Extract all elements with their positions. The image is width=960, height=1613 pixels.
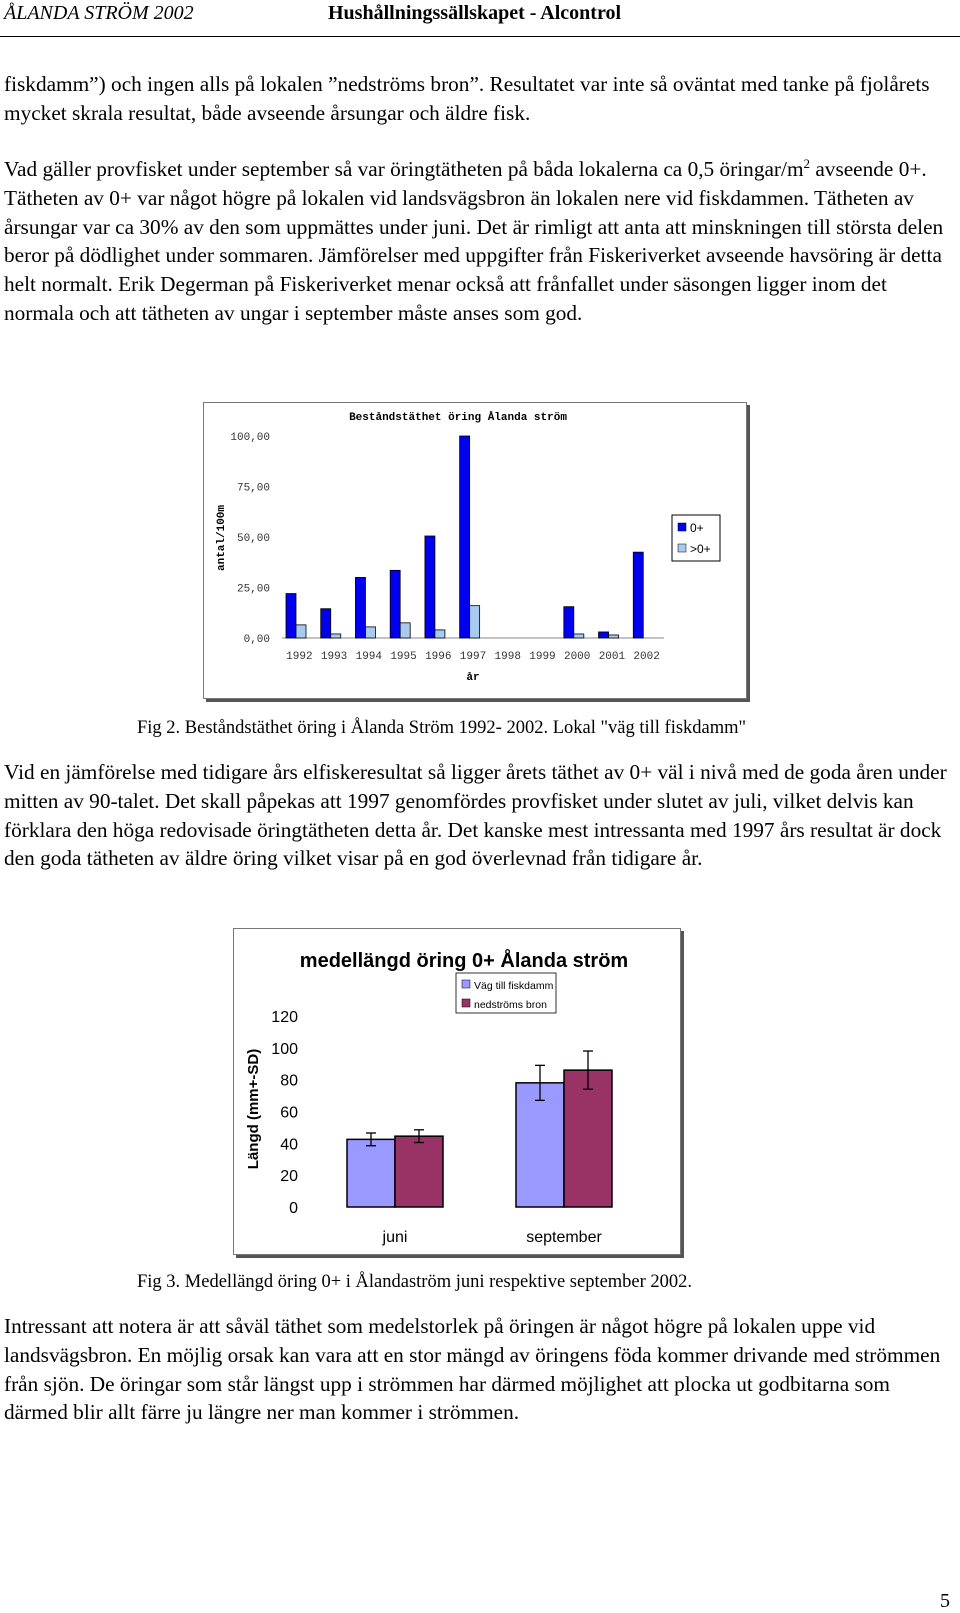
bar->0+-2001: [609, 635, 619, 638]
chart-density: [203, 402, 747, 699]
x-tick-label: 1996: [425, 651, 452, 663]
x-tick-label: 2002: [633, 651, 660, 663]
y-tick-label: 80: [280, 1072, 298, 1090]
caption-fig3: Fig 3. Medellängd öring 0+ i Ålandaström juni respektive september 2002.: [137, 1272, 693, 1292]
bar-Väg till fiskdamm-juni: [347, 1139, 395, 1207]
bar->0+-1994: [365, 627, 375, 638]
bar-0+-1994: [355, 577, 365, 638]
legend-swatch: [462, 980, 470, 988]
bar->0+-1993: [331, 634, 341, 638]
y-tick-label: 25,00: [236, 583, 270, 596]
x-tick-label: 1993: [320, 651, 348, 663]
paragraph-1: fiskdamm”) och ingen alls på lokalen ”nedströms bron”. Resultatet var inte så oväntat med tanke på fjolårets mycket skrala resultat, både avseende årsungar och äldre fisk.: [4, 72, 930, 125]
x-tick-label: juni: [382, 1229, 408, 1246]
bar->0+-2000: [574, 634, 584, 638]
bar-0+-1996: [425, 536, 435, 638]
y-tick-label: 120: [271, 1009, 298, 1026]
x-tick-label: 1999: [529, 651, 556, 663]
y-tick-label: 100,00: [230, 432, 270, 444]
legend-label: nedströms bron: [474, 999, 547, 1011]
legend-swatch: [462, 999, 470, 1007]
x-tick-label: 2001: [598, 651, 626, 663]
y-tick-label: 0: [289, 1200, 298, 1217]
bar-0+-2000: [564, 607, 574, 638]
bar-0+-1995: [390, 570, 400, 638]
x-tick-label: 2000: [563, 651, 591, 663]
y-tick-label: 50,00: [236, 533, 270, 545]
x-tick-label: 1992: [286, 651, 313, 663]
chart-length-title: medellängd öring 0+ Ålanda ström: [299, 950, 629, 972]
y-tick-label: 100: [271, 1040, 298, 1058]
chart-length: [233, 928, 681, 1255]
page-header: [0, 0, 960, 37]
bar-0+-2002: [633, 552, 643, 638]
bar->0+-1997: [470, 606, 480, 638]
bar-nedströms bron-juni: [395, 1136, 443, 1207]
y-axis-label: antal/100m: [216, 504, 228, 572]
bar-0+-1993: [321, 609, 331, 638]
bar->0+-1995: [400, 623, 410, 638]
bar-0+-1997: [460, 436, 470, 638]
caption-fig2: Fig 2. Beståndstäthet öring i Ålanda Ström 1992- 2002. Lokal "väg till fiskdamm": [137, 718, 747, 738]
y-axis-label: Längd (mm+-SD): [245, 1048, 262, 1170]
legend-swatch: [678, 544, 686, 552]
bar->0+-1996: [435, 630, 445, 638]
legend-swatch: [678, 523, 686, 531]
paragraph-2-part-a: Vad gäller provfisket under september så var öringtätheten på båda lokalerna ca 0,5 öringar/m: [4, 157, 804, 181]
x-tick-label: 1997: [459, 651, 487, 663]
x-tick-label: 1994: [355, 651, 383, 663]
chart-density-title: Beståndstäthet öring Ålanda ström: [349, 412, 567, 424]
chart-length-svg: [234, 929, 680, 1254]
x-tick-label: 1998: [494, 651, 521, 663]
header-left: ÅLANDA STRÖM 2002: [4, 2, 194, 24]
header-center: Hushållningssällskapet - Alcontrol: [328, 2, 622, 24]
bar-Väg till fiskdamm-september: [516, 1083, 564, 1207]
y-tick-label: 75,00: [236, 482, 270, 495]
paragraph-4: Intressant att notera är att såväl täthet som medelstorlek på öringen är något högre på lokalen uppe vid landsvägsbron. En möjlig orsak kan vara att en stor mängd av öringens föda kommer drivande med strömmen från sjön. De öringar som står längst upp i strömmen har därmed möjlighet att plocka ut godbitarna som därmed blir allt färre ju längre ner man kommer i strömmen.: [4, 1314, 941, 1425]
paragraph-3: Vid en jämförelse med tidigare års elfiskeresultat så ligger årets täthet av 0+ väl i nivå med de goda åren under mitten av 90-talet. Det skall påpekas att 1997 genomfördes provfisket under slutet av juli, vilket delvis kan förklara den höga redovisade öringtätheten detta år. Det kanske mest intressanta med 1997 års resultat är dock den goda tätheten av äldre öring vilket visar på en god överlevnad från tidigare år.: [4, 760, 947, 871]
paragraph-2: [4, 155, 954, 328]
x-tick-label: september: [526, 1229, 602, 1246]
bar-0+-1992: [286, 594, 296, 638]
page-number: 5: [940, 1590, 950, 1612]
legend-label: 0+: [690, 521, 704, 535]
superscript: 2: [803, 155, 811, 171]
x-tick-label: 1995: [390, 651, 417, 663]
chart-density-svg: [204, 403, 746, 698]
y-tick-label: 40: [280, 1136, 298, 1154]
paragraph-2-part-b: avseende 0+. Tätheten av 0+ var något högre på lokalen vid landsvägsbron än lokalen nere vid fiskdammen. Tätheten av årsungar var ca 30% av den som uppmättes under juni. Det är rimligt att anta att minskningen till största delen beror på dödlighet under sommaren. Jämförelser med uppgifter från Fiskeriverket avseende havsöring är detta helt normalt. Erik Degerman på Fiskeriverket menar också att frånfallet under säsongen ligger inom det normala och att tätheten av ungar i september måste anses som god.: [4, 157, 944, 325]
bar-nedströms bron-september: [564, 1070, 612, 1207]
y-tick-label: 60: [280, 1104, 298, 1122]
bar-0+-2001: [599, 632, 609, 638]
x-axis-label: år: [466, 672, 480, 684]
y-tick-label: 20: [280, 1168, 298, 1186]
legend-label: >0+: [690, 542, 711, 556]
bar->0+-1992: [296, 625, 306, 638]
legend-label: Väg till fiskdamm: [474, 980, 554, 992]
y-tick-label: 0,00: [243, 634, 270, 646]
